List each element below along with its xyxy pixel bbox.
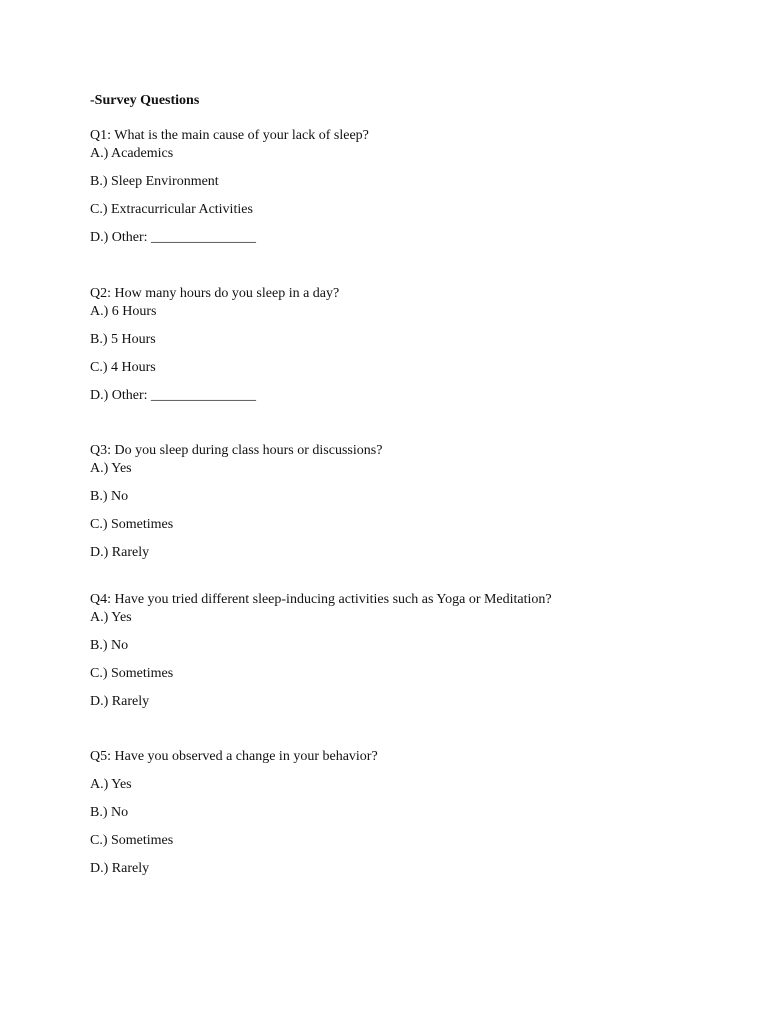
question-4-option-c: C.) Sometimes — [90, 666, 174, 681]
question-3-text: Q3: Do you sleep during class hours or discussions? — [90, 443, 383, 458]
document-heading: -Survey Questions — [90, 93, 200, 108]
question-1-option-c: C.) Extracurricular Activities — [90, 202, 253, 217]
question-2-option-a: A.) 6 Hours — [90, 304, 157, 319]
question-3-option-d: D.) Rarely — [90, 545, 150, 560]
question-1-text: Q1: What is the main cause of your lack of sleep? — [90, 128, 369, 143]
question-3-option-c: C.) Sometimes — [90, 517, 174, 532]
question-5-option-c: C.) Sometimes — [90, 833, 174, 848]
question-1-option-a: A.) Academics — [90, 146, 174, 161]
question-4-option-a: A.) Yes — [90, 610, 132, 625]
question-4-text: Q4: Have you tried different sleep-inducing activities such as Yoga or Meditation? — [90, 592, 552, 607]
question-5-text: Q5: Have you observed a change in your behavior? — [90, 749, 378, 764]
question-1-option-b: B.) Sleep Environment — [90, 174, 219, 189]
question-5-option-a: A.) Yes — [90, 777, 132, 792]
question-3-option-b: B.) No — [90, 489, 129, 504]
question-2-option-b: B.) 5 Hours — [90, 332, 156, 347]
question-2-text: Q2: How many hours do you sleep in a day? — [90, 286, 340, 301]
question-1-option-d: D.) Other: _______________ — [90, 230, 257, 245]
question-5-option-d: D.) Rarely — [90, 861, 150, 876]
question-2-option-d: D.) Other: _______________ — [90, 388, 257, 403]
question-2-option-c: C.) 4 Hours — [90, 360, 156, 375]
question-4-option-d: D.) Rarely — [90, 694, 150, 709]
question-4-option-b: B.) No — [90, 638, 129, 653]
question-5-option-b: B.) No — [90, 805, 129, 820]
question-3-option-a: A.) Yes — [90, 461, 132, 476]
